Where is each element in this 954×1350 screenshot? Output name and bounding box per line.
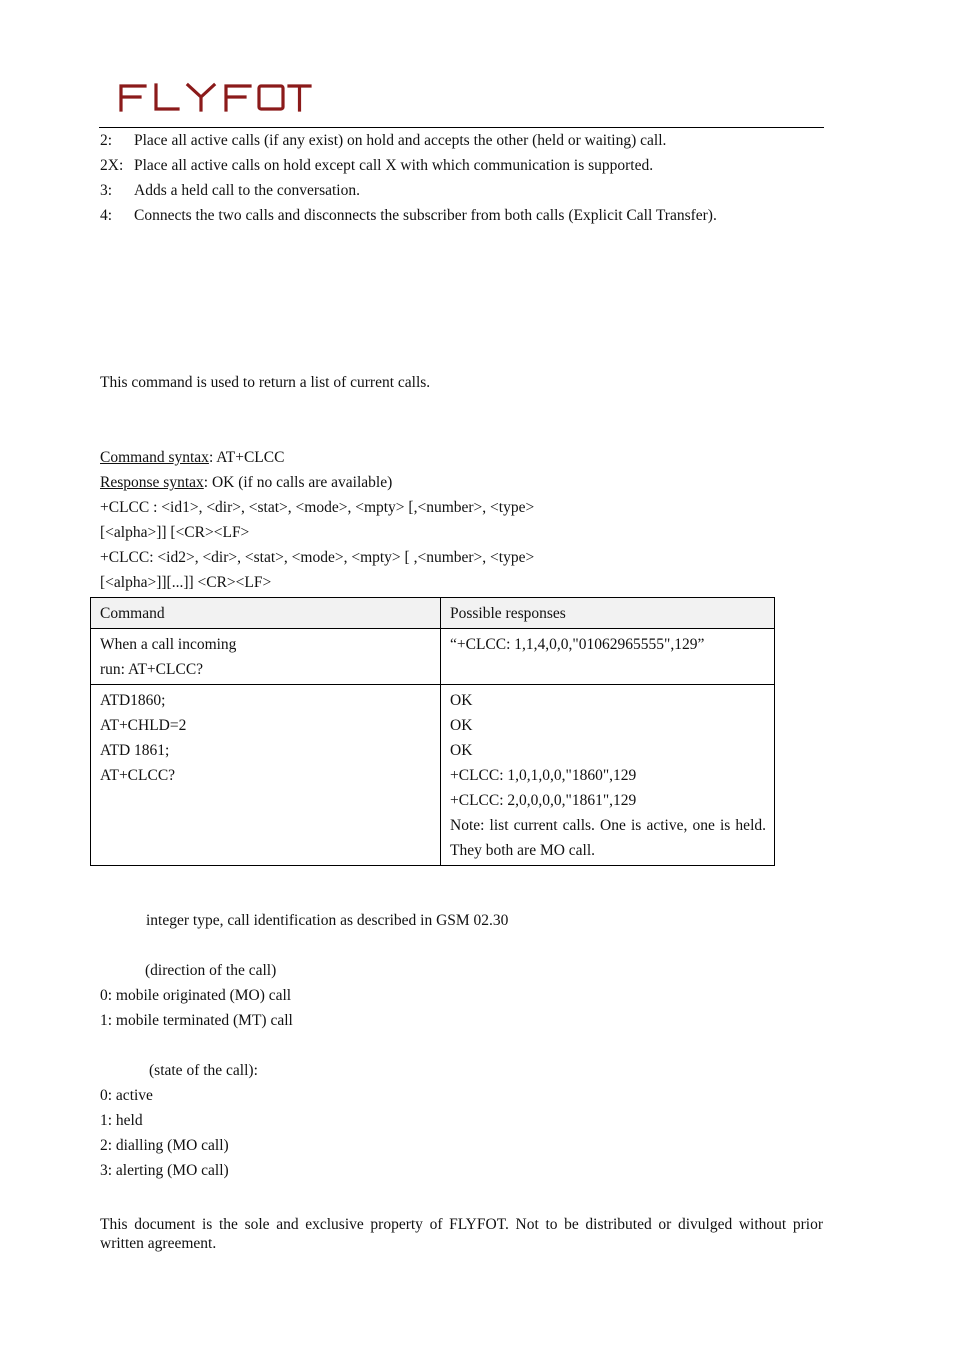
command-line: AT+CLCC? (100, 767, 176, 784)
list-item-code: 3: (100, 182, 113, 199)
param-stat-value: 3: alerting (MO call) (100, 1162, 229, 1179)
param-dir-description: (direction of the call) (145, 962, 277, 979)
command-syntax (100, 449, 284, 467)
response-line: +CLCC: 2,0,0,0,0,"1861",129 (450, 792, 637, 809)
list-item-code: 2: (100, 132, 113, 149)
response-syntax-line: +CLCC : <id1>, <dir>, <stat>, <mode>, <mpty> [,<number>, <type> (100, 499, 535, 516)
flyfot-logo (118, 82, 312, 112)
list-item-code: 4: (100, 207, 113, 224)
list-item-text: Place all active calls (if any exist) on hold and accepts the other (held or waiting) call. (134, 132, 667, 149)
table-header-responses: Possible responses (441, 598, 775, 629)
response-line: “+CLCC: 1,1,4,0,0,"01062965555",129” (450, 636, 705, 653)
response-syntax-value: : OK (if no calls are available) (203, 474, 393, 491)
response-syntax-label: Response syntax (100, 474, 204, 491)
command-syntax-label: Command syntax (100, 449, 209, 466)
header-rule (99, 127, 824, 128)
table-row (91, 629, 775, 685)
list-item-text: Place all active calls on hold except call X with which communication is supported. (134, 157, 654, 174)
table-row (91, 685, 775, 866)
param-dir-value: 0: mobile originated (MO) call (100, 987, 292, 1004)
param-stat-value: 1: held (100, 1112, 143, 1129)
response-syntax (100, 474, 392, 492)
response-syntax-line: [<alpha>]][...]] <CR><LF> (100, 574, 272, 591)
response-syntax-line: [<alpha>]] [<CR><LF> (100, 524, 250, 541)
table-cell-command (91, 685, 441, 866)
param-dir-value: 1: mobile terminated (MT) call (100, 1012, 293, 1029)
response-line: +CLCC: 1,0,1,0,0,"1860",129 (450, 767, 637, 784)
response-note: Note: list current calls. One is active, one is held. They both are MO call. (450, 817, 766, 859)
command-line: ATD1860; (100, 692, 166, 709)
command-line: When a call incoming (100, 636, 237, 653)
list-item-text: Adds a held call to the conversation. (134, 182, 360, 199)
param-id-description: integer type, call identification as described in GSM 02.30 (146, 912, 509, 929)
param-stat-value: 0: active (100, 1087, 153, 1104)
table-cell-responses (441, 629, 775, 685)
command-response-table (90, 597, 775, 866)
response-line: OK (450, 742, 473, 759)
response-line: OK (450, 692, 473, 709)
table-cell-command (91, 629, 441, 685)
param-stat-value: 2: dialling (MO call) (100, 1137, 229, 1154)
param-stat-description: (state of the call): (149, 1062, 258, 1079)
list-item-code: 2X: (100, 157, 124, 174)
table-header-command: Command (91, 598, 441, 629)
command-description: This command is used to return a list of current calls. (100, 374, 431, 391)
table-cell-responses (441, 685, 775, 866)
command-line: AT+CHLD=2 (100, 717, 187, 734)
table-header-row (91, 598, 775, 629)
command-line: run: AT+CLCC? (100, 661, 204, 678)
footer-disclaimer: This document is the sole and exclusive property of FLYFOT. Not to be distributed or divulged without prior written agreement. (100, 1216, 823, 1252)
command-line: ATD 1861; (100, 742, 170, 759)
response-line: OK (450, 717, 473, 734)
command-syntax-value: : AT+CLCC (208, 449, 285, 466)
list-item-text: Connects the two calls and disconnects the subscriber from both calls (Explicit Call Transfer). (134, 207, 717, 224)
response-syntax-line: +CLCC: <id2>, <dir>, <stat>, <mode>, <mpty> [ ,<number>, <type> (100, 549, 535, 566)
